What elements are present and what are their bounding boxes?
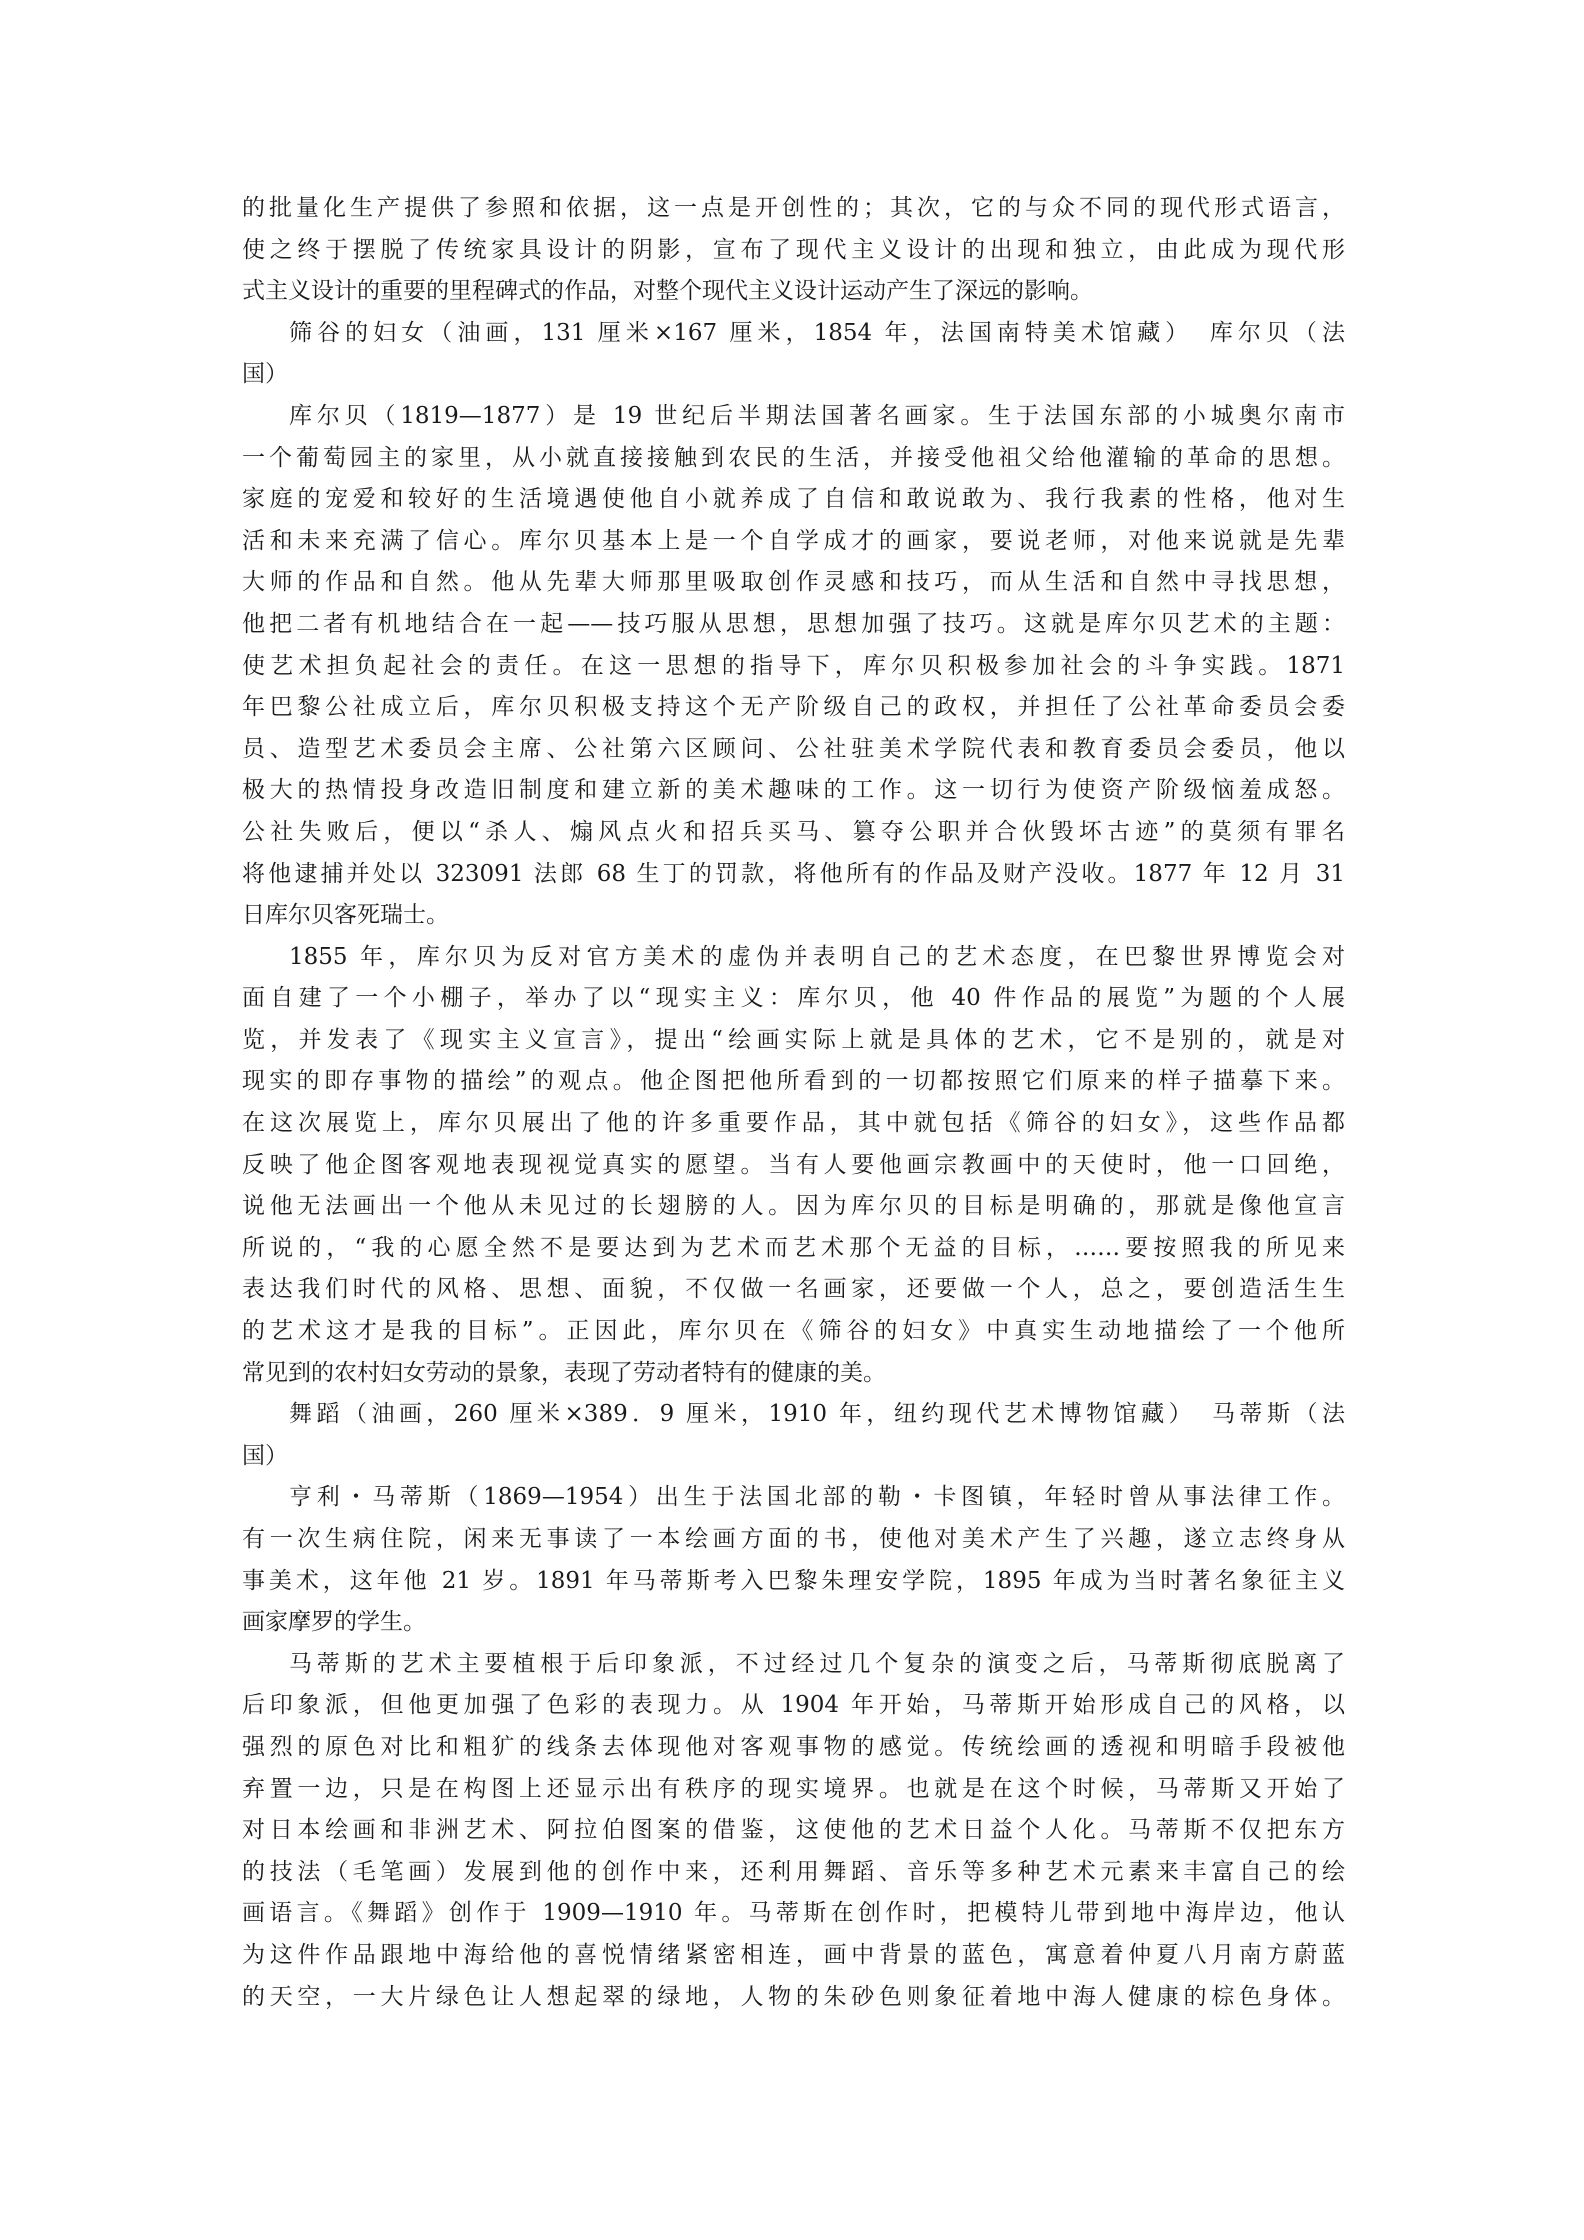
caption-line: 国） — [242, 1442, 288, 1469]
text-line: 画家摩罗的学生。 — [242, 1609, 426, 1636]
text-line: 为这件作品跟地中海给他的喜悦情绪紧密相连，画中背景的蓝色，寓意着仲夏八月南方蔚蓝 — [242, 1941, 1345, 1968]
text-line: 表达我们时代的风格、思想、面貌，不仅做一名画家，还要做一个人，总之，要创造活生生 — [242, 1276, 1345, 1303]
text-line: 极大的热情投身改造旧制度和建立新的美术趣味的工作。这一切行为使资产阶级恼羞成怒。 — [242, 777, 1345, 804]
text-line: 强烈的原色对比和粗犷的线条去体现他对客观事物的感觉。传统绘画的透视和明暗手段被他 — [242, 1733, 1345, 1760]
text-line: 使之终于摆脱了传统家具设计的阴影，宣布了现代主义设计的出现和独立，由此成为现代形 — [242, 236, 1345, 263]
text-line: 一个葡萄园主的家里，从小就直接接触到农民的生活，并接受他祖父给他灌输的革命的思想。 — [242, 444, 1345, 471]
text-line: 后印象派，但他更加强了色彩的表现力。从 1904 年开始，马蒂斯开始形成自己的风格，以 — [242, 1692, 1345, 1719]
text-line: 面自建了一个小棚子，举办了以“现实主义：库尔贝，他 40 件作品的展览”为题的个人展 — [242, 985, 1345, 1012]
text-line: 大师的作品和自然。他从先辈大师那里吸取创作灵感和技巧，而从生活和自然中寻找思想， — [242, 569, 1345, 596]
text-line: 所说的，“我的心愿全然不是要达到为艺术而艺术那个无益的目标，……要按照我的所见来 — [242, 1234, 1345, 1261]
text-line: 画语言。《舞蹈》创作于 1909—1910 年。马蒂斯在创作时，把模特儿带到地中海岸边，他认 — [242, 1900, 1345, 1927]
text-line: 式主义设计的重要的里程碑式的作品，对整个现代主义设计运动产生了深远的影响。 — [242, 278, 1093, 305]
text-line: 员、造型艺术委员会主席、公社第六区顾问、公社驻美术学院代表和教育委员会委员，他以 — [242, 735, 1345, 762]
caption-line: 舞蹈（油画，260 厘米×389．9 厘米，1910 年，纽约现代艺术博物馆藏） 马蒂斯（法 — [289, 1401, 1345, 1428]
caption-line: 国） — [242, 361, 288, 388]
text-line: 1855 年，库尔贝为反对官方美术的虚伪并表明自己的艺术态度，在巴黎世界博览会对 — [289, 943, 1345, 970]
text-line: 活和未来充满了信心。库尔贝基本上是一个自学成才的画家，要说老师，对他来说就是先辈 — [242, 527, 1345, 554]
text-line: 有一次生病住院，闲来无事读了一本绘画方面的书，使他对美术产生了兴趣，遂立志终身从 — [242, 1526, 1345, 1552]
text-line: 库尔贝（1819—1877）是 19 世纪后半期法国著名画家。生于法国东部的小城奥尔南市 — [289, 402, 1345, 429]
text-line: 将他逮捕并处以 323091 法郎 68 生丁的罚款，将他所有的作品及财产没收。1877 年 12 月 31 — [242, 860, 1345, 887]
text-line: 事美术，这年他 21 岁。1891 年马蒂斯考入巴黎朱理安学院，1895 年成为当时著名象征主义 — [242, 1567, 1345, 1594]
text-line: 他把二者有机地结合在一起——技巧服从思想，思想加强了技巧。这就是库尔贝艺术的主题： — [242, 610, 1345, 637]
text-line: 的艺术这才是我的目标”。正因此，库尔贝在《筛谷的妇女》中真实生动地描绘了一个他所 — [242, 1318, 1345, 1345]
text-line: 在这次展览上，库尔贝展出了他的许多重要作品，其中就包括《筛谷的妇女》，这些作品都 — [242, 1110, 1345, 1137]
text-line: 反映了他企图客观地表现视觉真实的愿望。当有人要他画宗教画中的天使时，他一口回绝， — [242, 1151, 1345, 1178]
text-line: 马蒂斯的艺术主要植根于后印象派，不过经过几个复杂的演变之后，马蒂斯彻底脱离了 — [289, 1650, 1345, 1677]
text-line: 现实的即存事物的描绘”的观点。他企图把他所看到的一切都按照它们原来的样子描摹下来。 — [242, 1068, 1345, 1095]
text-line: 公社失败后，便以“杀人、煽风点火和招兵买马、篡夺公职并合伙毁坏古迹”的莫须有罪名 — [242, 818, 1345, 845]
text-line: 日库尔贝客死瑞士。 — [242, 902, 449, 929]
text-line: 弃置一边，只是在构图上还显示出有秩序的现实境界。也就是在这个时候，马蒂斯又开始了 — [242, 1775, 1345, 1802]
text-line: 的技法（毛笔画）发展到他的创作中来，还利用舞蹈、音乐等多种艺术元素来丰富自己的绘 — [242, 1858, 1345, 1885]
text-line: 对日本绘画和非洲艺术、阿拉伯图案的借鉴，这使他的艺术日益个人化。马蒂斯不仅把东方 — [242, 1817, 1345, 1844]
text-line: 的批量化生产提供了参照和依据，这一点是开创性的；其次，它的与众不同的现代形式语言， — [242, 195, 1345, 221]
caption-line: 筛谷的妇女（油画，131 厘米×167 厘米，1854 年，法国南特美术馆藏） 库尔贝（法 — [289, 319, 1345, 346]
text-line: 使艺术担负起社会的责任。在这一思想的指导下，库尔贝积极参加社会的斗争实践。1871 — [242, 652, 1345, 679]
text-line: 家庭的宠爱和较好的生活境遇使他自小就养成了自信和敢说敢为、我行我素的性格，他对生 — [242, 486, 1345, 513]
text-line: 常见到的农村妇女劳动的景象，表现了劳动者特有的健康的美。 — [242, 1359, 886, 1386]
text-line: 的天空，一大片绿色让人想起翠的绿地，人物的朱砂色则象征着地中海人健康的棕色身体。 — [242, 1983, 1345, 2010]
text-line: 览，并发表了《现实主义宣言》，提出“绘画实际上就是具体的艺术，它不是别的，就是对 — [242, 1026, 1345, 1053]
text-line: 亨利・马蒂斯（1869—1954）出生于法国北部的勒・卡图镇，年轻时曾从事法律工作。 — [289, 1484, 1345, 1511]
body-text — [242, 188, 1345, 2018]
text-line: 年巴黎公社成立后，库尔贝积极支持这个无产阶级自己的政权，并担任了公社革命委员会委 — [242, 694, 1345, 721]
text-line: 说他无法画出一个他从未见过的长翅膀的人。因为库尔贝的目标是明确的，那就是像他宣言 — [242, 1193, 1345, 1220]
